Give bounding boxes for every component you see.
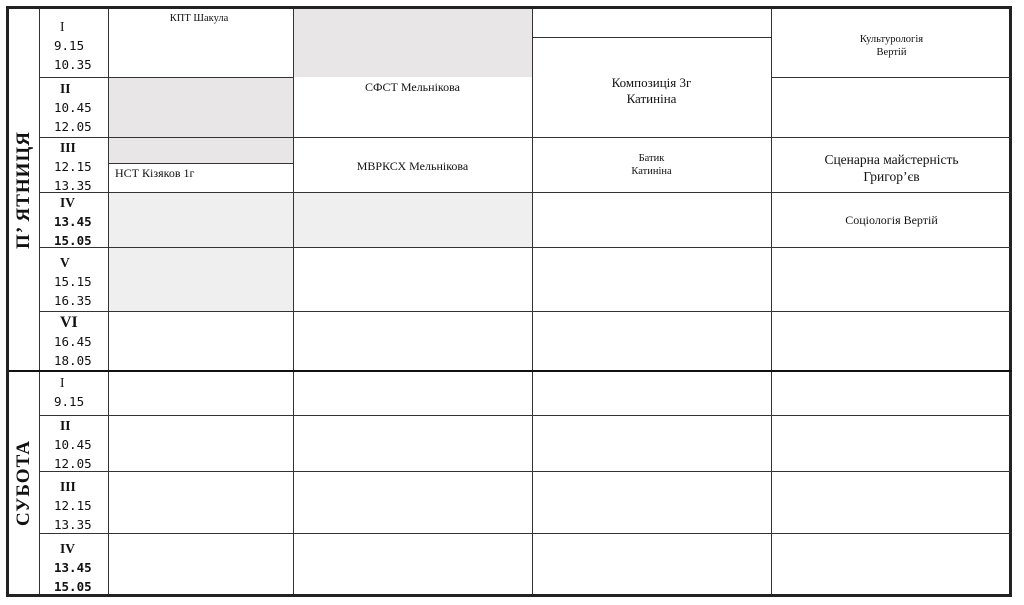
day-label-saturday: СУБОТА	[13, 439, 35, 527]
class-entry-scenarna: Сценарна майстерність Григор’єв	[824, 152, 959, 184]
shaded-cell	[293, 9, 532, 77]
class-entry-mvrksh: МВРКСХ Мельнікова	[356, 159, 469, 173]
shaded-cell	[108, 192, 293, 247]
time-slot: II 10.45 12.05	[54, 418, 92, 471]
time-slot: I 9.15 10.35	[54, 19, 92, 72]
shaded-cell	[108, 137, 293, 163]
time-slot: II 10.45 12.05	[54, 81, 92, 134]
time-slot: VI 16.45 18.05	[54, 314, 92, 368]
shaded-cell	[108, 77, 293, 137]
shaded-cell	[108, 247, 293, 311]
schedule-table	[6, 6, 1012, 597]
class-entry-batyk: Батик Катиніна	[631, 153, 672, 177]
class-entry-kulturologia: Культурологія Вертій	[859, 34, 924, 58]
class-entry-sfst: СФСТ Мельнікова	[365, 80, 460, 94]
class-entry-kompozytsia: Композиція 3г Катиніна	[611, 75, 692, 106]
time-slot: IV 13.45 15.05	[54, 195, 92, 248]
time-slot: V 15.15 16.35	[54, 255, 92, 308]
time-slot: III 12.15 13.35	[54, 479, 92, 532]
time-slot: IV 13.45 15.05	[54, 541, 92, 594]
class-entry-nst: НСТ Кізяков 1г	[115, 166, 195, 180]
day-label-friday: П’ ЯТНИЦЯ	[13, 130, 34, 249]
time-slot: I 9.15	[54, 375, 85, 409]
shaded-cell	[293, 192, 532, 247]
class-entry-sociologia: Соціологія Вертій	[845, 213, 938, 227]
class-entry-kpt: КПТ Шакула	[169, 13, 229, 24]
time-slot: III 12.15 13.35	[54, 140, 92, 193]
